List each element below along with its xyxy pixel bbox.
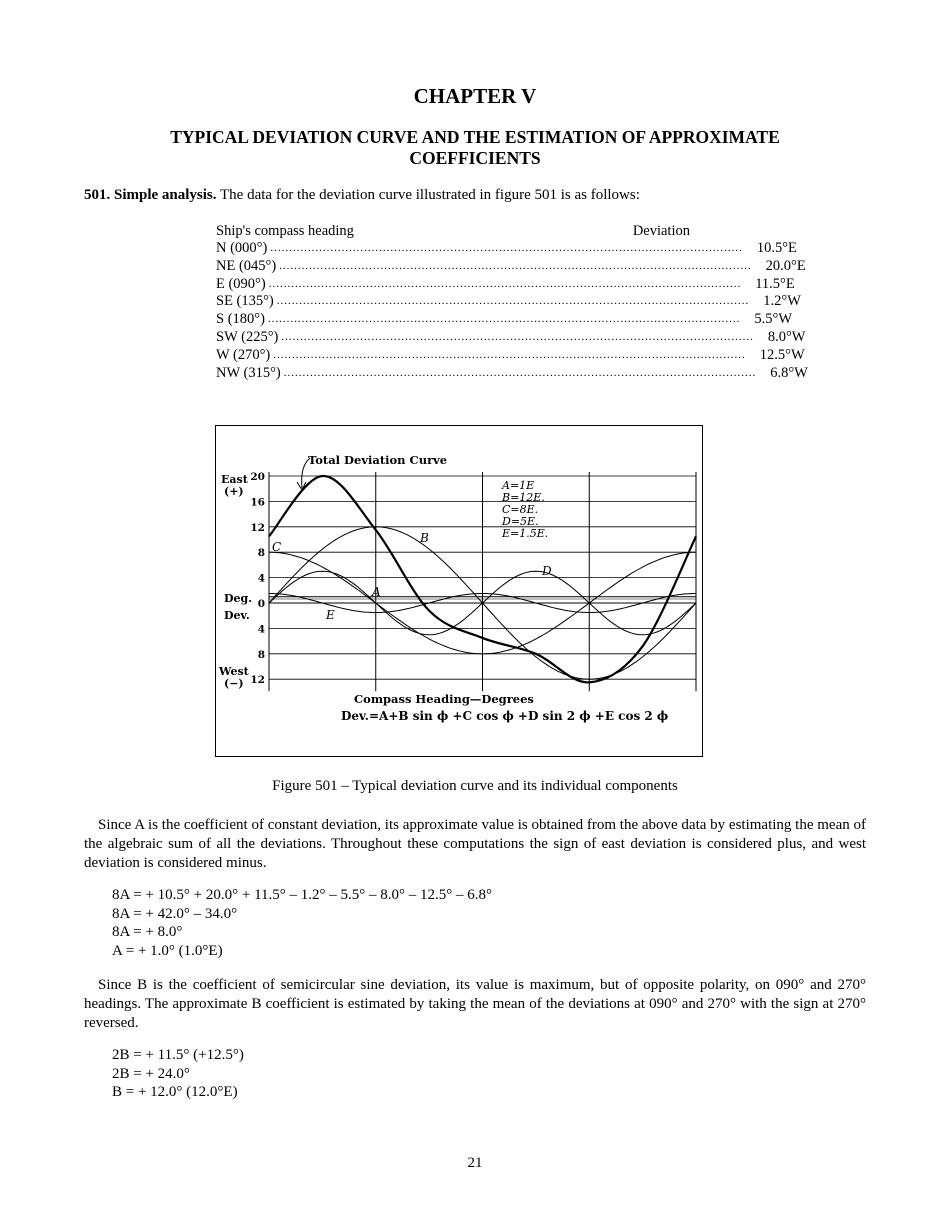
row-heading: E (090°) <box>216 275 266 292</box>
row-deviation: 8.0°W <box>767 328 806 345</box>
leader-dots: .............................................................................................................................. <box>283 366 757 379</box>
row-deviation: 11.5°E <box>755 275 795 292</box>
header-deviation: Deviation <box>632 223 690 239</box>
east-label: East <box>221 473 248 486</box>
row-deviation: 6.8°W <box>770 364 808 381</box>
table-row <box>216 346 805 365</box>
y-tick-label: 12 <box>250 674 265 687</box>
curve-label-e: E <box>326 608 335 622</box>
intro-paragraph <box>84 187 640 204</box>
x-axis-label: Compass Heading—Degrees <box>354 692 534 706</box>
coef-e: E=1.5E. <box>502 527 549 540</box>
leader-dots: .............................................................................................................................. <box>267 313 741 326</box>
figure-501 <box>215 425 703 757</box>
row-deviation: 1.2°W <box>763 293 801 310</box>
section-heading: 501. Simple analysis. <box>84 187 217 203</box>
coef-c: C=8E. <box>502 503 539 516</box>
dev-label: Dev. <box>224 609 250 622</box>
curve-title: Total Deviation Curve <box>308 453 448 467</box>
chart-formula: Dev.=A+B sin ϕ +C cos ϕ +D sin 2 ϕ +E cos 2 ϕ <box>341 709 669 723</box>
header-heading: Ship's compass heading <box>216 223 354 239</box>
leader-dots: .............................................................................................................................. <box>279 259 752 272</box>
deviation-table <box>216 222 808 382</box>
deg-label: Deg. <box>224 592 253 605</box>
deviation-chart <box>216 426 702 756</box>
coef-b: B=12E. <box>502 491 545 504</box>
y-tick-label: 20 <box>250 471 265 483</box>
table-row <box>216 275 795 294</box>
table-row <box>216 240 797 258</box>
y-tick-label: 0 <box>257 598 265 610</box>
coef-d: D=5E. <box>502 515 539 528</box>
row-heading: NW (315°) <box>216 364 281 381</box>
y-tick-label: 4 <box>257 623 265 636</box>
y-tick-label: 8 <box>257 547 265 560</box>
equation-line: 8A = + 10.5° + 20.0° + 11.5° – 1.2° – 5.5° – 8.0° – 12.5° – 6.8° <box>112 887 493 903</box>
figure-caption: Figure 501 – Typical deviation curve and its individual components <box>272 778 678 794</box>
page-number: 21 <box>467 1155 483 1171</box>
curve-label-d: D <box>542 564 552 578</box>
west-sign: (−) <box>224 677 244 690</box>
row-deviation: 20.0°E <box>765 257 806 274</box>
curve-label-c: C <box>272 540 282 554</box>
paragraph-coefficient-b: Since B is the coefficient of semicircular sine deviation, its value is maximum, but of opposite polarity, on 090° and 270° headings. The approximate B coefficient is estimated by taking the mean of the deviations at 090° and 270° with the sign at 270° reversed. <box>84 977 866 1031</box>
y-tick-label: 12 <box>250 521 265 534</box>
y-tick-labels <box>250 471 265 686</box>
table-row <box>216 311 793 329</box>
leader-dots: .............................................................................................................................. <box>281 330 754 343</box>
y-tick-label: 8 <box>257 648 265 661</box>
row-heading: SE (135°) <box>216 293 274 310</box>
west-label: West <box>219 665 249 678</box>
y-tick-label: 4 <box>257 572 265 585</box>
east-sign: (+) <box>224 485 244 498</box>
leader-dots: .............................................................................................................................. <box>273 348 746 361</box>
equations-b <box>112 1046 244 1102</box>
table-row <box>216 328 806 347</box>
curve-label-b: B <box>420 531 429 545</box>
equation-line: 2B = + 11.5° (+12.5°) <box>112 1047 244 1063</box>
paragraph-coefficient-a: Since A is the coefficient of constant deviation, its approximate value is obtained from the above data by estimating the mean of the algebraic sum of all the deviations. Throughout these computations the sign of east deviation is considered plus, and west deviation is considered minus. <box>84 817 866 871</box>
equation-line: 2B = + 24.0° <box>112 1065 190 1082</box>
leader-dots: .............................................................................................................................. <box>268 277 742 290</box>
row-deviation: 5.5°W <box>754 311 793 328</box>
equation-line: 8A = + 8.0° <box>112 924 183 940</box>
table-row <box>216 257 806 276</box>
chapter-title: TYPICAL DEVIATION CURVE AND THE ESTIMATION OF APPROXIMATE COEFFICIENTS <box>170 127 780 168</box>
table-row <box>216 293 801 311</box>
chapter-heading: CHAPTER V <box>413 84 537 108</box>
equation-line: B = + 12.0° (12.0°E) <box>112 1084 238 1100</box>
row-heading: SW (225°) <box>216 328 279 345</box>
table-header <box>216 222 701 240</box>
row-heading: S (180°) <box>216 311 265 328</box>
equations-a <box>112 886 492 960</box>
leader-dots: .............................................................................................................................. <box>270 242 743 254</box>
row-deviation: 10.5°E <box>756 240 797 256</box>
curve-label-a: A <box>372 585 381 599</box>
leader-dots: .............................................................................................................................. <box>276 295 750 308</box>
y-tick-label: 16 <box>250 496 265 509</box>
row-heading: N (000°) <box>216 240 268 256</box>
equation-line: A = + 1.0° (1.0°E) <box>112 942 223 959</box>
row-deviation: 12.5°W <box>759 346 805 363</box>
table-row <box>216 364 808 383</box>
row-heading: W (270°) <box>216 346 271 363</box>
intro-text: The data for the deviation curve illustrated in figure 501 is as follows: <box>220 187 640 203</box>
row-heading: NE (045°) <box>216 257 277 274</box>
equation-line: 8A = + 42.0° – 34.0° <box>112 905 238 922</box>
coef-a: A=1E <box>502 479 535 492</box>
